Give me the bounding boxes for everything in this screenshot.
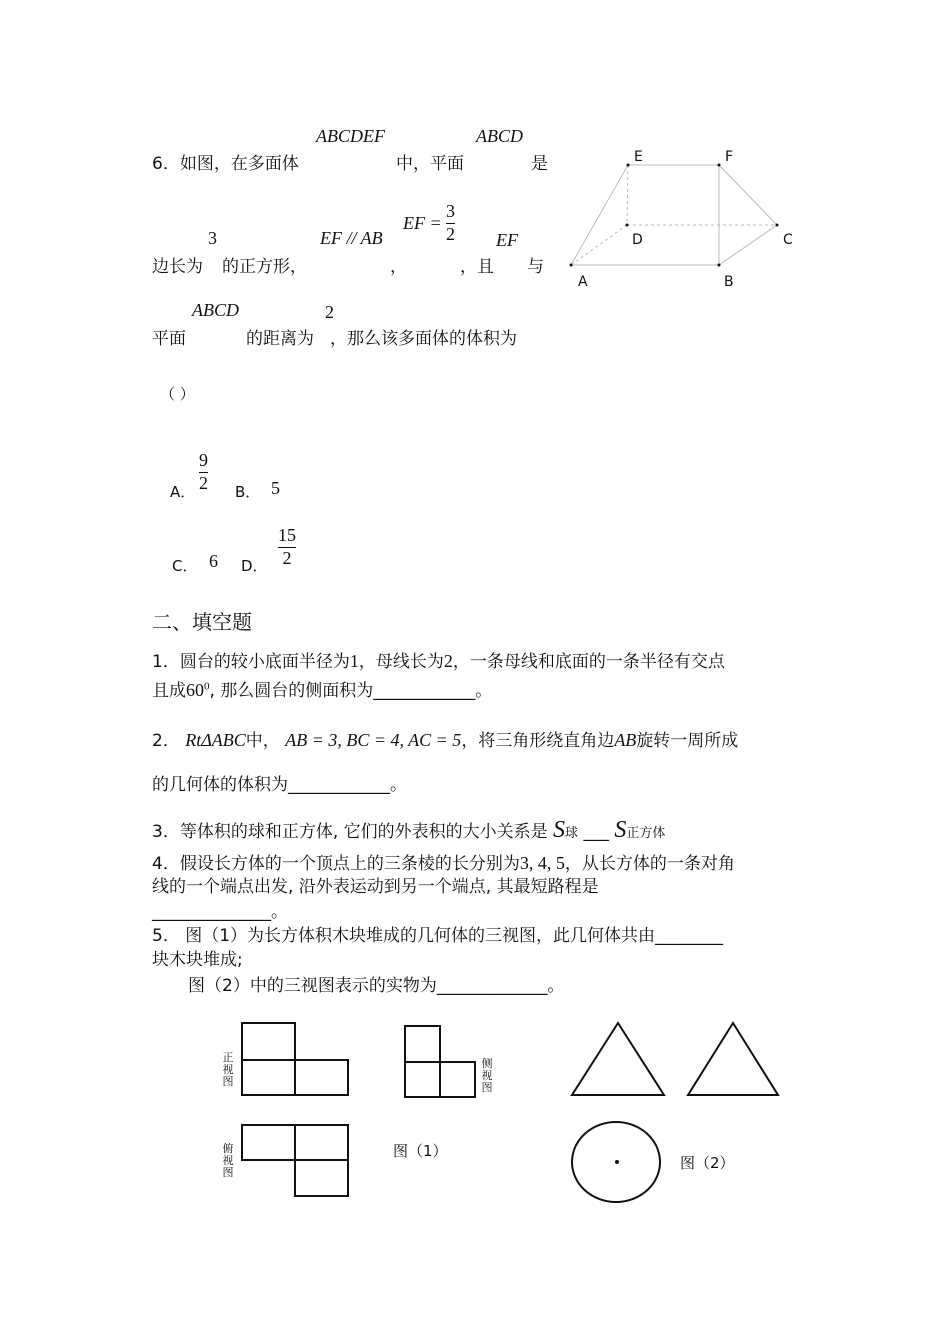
q2-text-e: 的几何体的体积为____________。: [152, 775, 407, 795]
option-a-denominator: 2: [199, 472, 208, 493]
vertex-label-e: E: [634, 149, 643, 165]
q6-line1-a: 6．如图，在多面体: [152, 154, 299, 174]
q3-sub-sphere: 球: [565, 826, 579, 841]
math-ef: EF: [496, 230, 518, 250]
q5-text-a: 5． 图（1）为长方体积木块堆成的几何体的三视图，此几何体共由________: [152, 926, 724, 946]
q4-edges: 3, 4, 5: [519, 853, 565, 873]
q2-text-c: ，将三角形绕直角边: [461, 731, 615, 751]
q1-radius: 1: [349, 651, 359, 671]
q1-text-e: , 那么圆台的侧面积为____________。: [209, 681, 493, 701]
vertex-label-f: F: [725, 149, 734, 165]
side-view-drawing: [405, 1026, 475, 1097]
q1-text-b: ，母线长为: [358, 652, 444, 672]
q1-angle: 60: [186, 680, 204, 700]
q3-s-sphere: S: [553, 817, 566, 843]
cone-top-circle: [572, 1122, 660, 1202]
q6-line2-d: ，且: [460, 257, 494, 277]
fill-q1-line2: [152, 680, 492, 702]
q2-text-a: 2．: [152, 731, 180, 751]
q6-line1-b: 中，平面: [396, 154, 464, 174]
fill-q4-line1: [152, 853, 735, 875]
top-view-label: 俯视图: [222, 1142, 234, 1180]
q6-line3-c: ，那么该多面体的体积为: [330, 329, 517, 349]
vertex-label-b: B: [724, 274, 734, 290]
fraction-denominator: 2: [446, 223, 455, 244]
side-view-label: 侧视图: [481, 1057, 493, 1095]
q2-text-b: 中，: [245, 731, 280, 751]
q1-text-c: ，一条母线和底面的一条半径有交点: [452, 652, 725, 672]
option-b-value: 5: [271, 478, 280, 498]
figure-1-caption: 图（1）: [393, 1142, 448, 1160]
q1-text-d: 且成: [152, 681, 186, 701]
math-abcd-2: ABCD: [192, 300, 239, 320]
option-d-numerator: 15: [278, 525, 296, 545]
option-d-denominator: 2: [282, 547, 292, 568]
q2-triangle: RtΔABC: [185, 730, 246, 750]
option-a-numerator: 9: [199, 450, 208, 470]
math-ef-equals: EF =: [403, 213, 442, 233]
fill-q3-line: [152, 816, 665, 845]
figure-2-caption: 图（2）: [680, 1154, 735, 1172]
q4-text-c: 线的一个端点出发, 沿外表运动到另一个端点, 其最短路程是: [152, 877, 599, 897]
math-3: 3: [208, 228, 217, 248]
q3-text-a: 3．等体积的球和正方体, 它们的外表积的大小关系是: [152, 822, 548, 842]
q2-text-d: 旋转一周所成: [636, 731, 739, 751]
q6-line2-a: 边长为: [152, 257, 203, 277]
front-view-label: 正视图: [222, 1051, 234, 1089]
option-c-label: C．: [172, 557, 198, 575]
edge-ad-hidden: [571, 225, 627, 265]
option-b-label: B．: [235, 483, 261, 501]
cone-apex-dot: [615, 1160, 619, 1164]
q5-text-c: 图（2）中的三视图表示的实物为_____________。: [188, 976, 565, 996]
edge-ae: [571, 165, 628, 265]
q4-text-a: 4．假设长方体的一个顶点上的三条棱的长分别为: [152, 854, 520, 874]
q3-s-cube: S: [614, 817, 627, 843]
q2-ab: AB: [614, 730, 637, 750]
math-ef-parallel-ab: EF // AB: [320, 228, 383, 248]
q1-text-a: 1．圆台的较小底面半径为: [152, 652, 350, 672]
cone-front-triangle: [572, 1023, 664, 1095]
fill-q2-line1: [152, 730, 738, 752]
q6-line3-b: 的距离为: [246, 329, 314, 349]
edge-bc: [719, 225, 777, 265]
vertex-label-a: A: [578, 274, 588, 290]
option-c-value: 6: [209, 551, 218, 571]
answer-parentheses: （ ）: [160, 385, 195, 403]
vertex-label-c: C: [783, 232, 793, 248]
q6-line2-c: ，: [390, 257, 407, 277]
math-abcd: ABCD: [476, 126, 523, 146]
q4-text-d: ______________。: [152, 902, 288, 922]
front-view-drawing: [242, 1023, 348, 1095]
section-title: 二、填空题: [152, 610, 252, 634]
q4-text-b: ，从长方体的一条对角: [564, 854, 735, 874]
q1-degree-sup: 0: [204, 680, 210, 693]
q2-sides: AB = 3, BC = 4, AC = 5: [285, 730, 462, 750]
top-view-drawing: [242, 1125, 348, 1196]
q3-sub-cube: 正方体: [626, 826, 666, 841]
q3-blank: ___: [583, 822, 609, 842]
vertex-label-d: D: [632, 232, 643, 248]
q5-text-b: 块木块堆成;: [152, 950, 243, 970]
q6-line3-a: 平面: [152, 329, 186, 349]
option-a-label: A．: [170, 483, 196, 501]
math-2: 2: [325, 302, 334, 322]
option-d-label: D．: [241, 557, 268, 575]
fill-q1-line1: [152, 651, 725, 673]
edge-fc: [719, 165, 777, 225]
option-a-fraction: [199, 451, 208, 494]
fraction-numerator: 3: [446, 201, 455, 221]
option-d-fraction: [278, 526, 296, 569]
math-abcdef: ABCDEF: [316, 126, 385, 146]
q1-slant: 2: [443, 651, 453, 671]
q6-line1-c: 是: [531, 154, 548, 174]
edge-ed-hidden: [627, 165, 628, 225]
q6-line2-b: 的正方形，: [222, 257, 307, 277]
q6-line2-e: 与: [527, 257, 544, 277]
fraction-3-over-2: [446, 202, 455, 245]
cone-side-triangle: [688, 1023, 778, 1095]
